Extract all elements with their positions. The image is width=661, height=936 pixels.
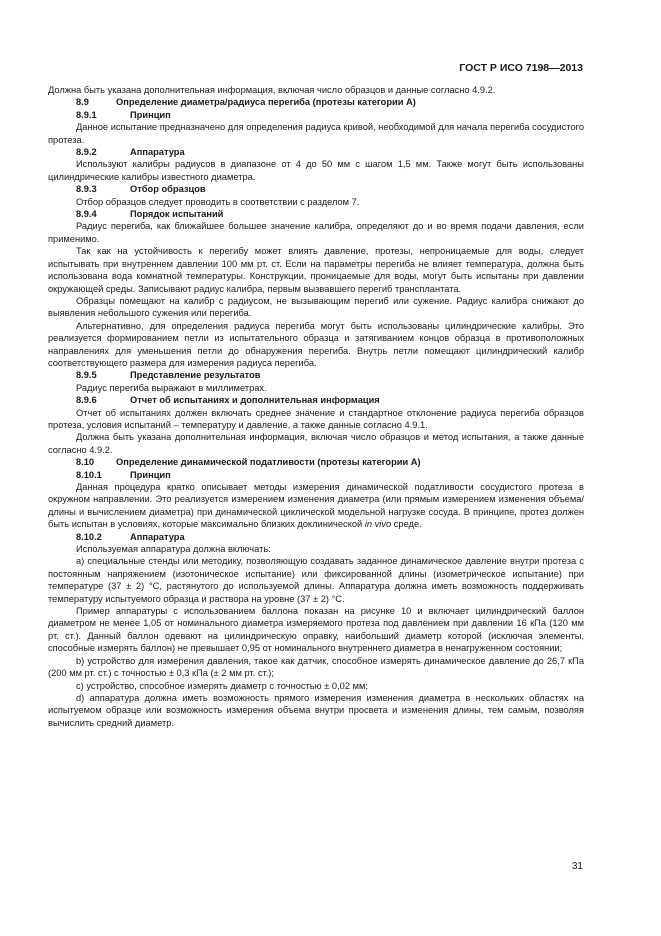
paragraph: Отчет об испытаниях должен включать среднее значение и стандартное отклонение радиуса перегиба образцов протеза, условия испытаний – температуру и давление, а также данные согласно 4.9.1. — [48, 407, 584, 430]
section-heading-8-9-3: 8.9.3 Отбор образцов — [76, 184, 206, 195]
section-heading-8-9-1: 8.9.1 Принцип — [76, 109, 171, 120]
section-heading-8-9-4: 8.9.4 Порядок испытаний — [76, 209, 224, 220]
paragraph: Должна быть указана дополнительная информация, включая число образцов и метод испытания, а также данные согласно 4.9.2. — [48, 432, 584, 455]
paragraph: Так как на устойчивость к перегибу может влиять давление, протезы, непроницаемые для воды, следует испытывать при внутреннем давлении 100 мм рт. ст. Если на параметры перегиба не влияет температура, должна быть использована вода комнатной температуры. Конструкции, проницаемые для воды, могут быть испытаны при давлении окружающей среды. Записывают радиус калибра, первым вызвавшего перегиб трансплантата. — [48, 246, 584, 294]
page-content — [48, 84, 584, 729]
list-item-d: d) аппаратура должна иметь возможность прямого измерения изменения диаметра в нескольких областях на испытуемом образце или возможность измерения объема внутри просвета и изменения длины, тем самым, позволяя вычислить средний диаметр. — [48, 692, 584, 728]
list-item-a: a) специальные стенды или методику, позволяющую создавать заданное динамическое давление внутри протеза с постоянным напряжением (изотоническое испытание) или фиксированной длины (изометрическое испытание) при температуре (37 ± 2) °С, растянутого до используемой длины. Аппаратура должна иметь возможность поддерживать температуру испытуемого образца и раствора на уровне (37 ± 2) °С. — [48, 556, 584, 604]
paragraph: Должна быть указана дополнительная информация, включая число образцов и данные согласно 4.9.2. — [48, 85, 496, 95]
paragraph: Используют калибры радиусов в диапазоне от 4 до 50 мм с шагом 1,5 мм. Также могут быть использованы цилиндрические калибры известного диаметра. — [48, 159, 584, 182]
paragraph: Используемая аппаратура должна включать: — [76, 544, 271, 555]
document-header: ГОСТ Р ИСО 7198—2013 — [459, 62, 583, 74]
section-heading-8-9-5: 8.9.5 Представление результатов — [76, 370, 261, 381]
paragraph: Альтернативно, для определения радиуса перегиба могут быть использованы цилиндрические калибры. Это реализуется формированием петли из испытательного образца и затягиванием концов образца в противоположных направлениях для уменьшения петли до обнаружения перегиба. Внутрь петли помещают цилиндрический калибр соответствующего размера для измерения радиуса перегиба. — [48, 320, 584, 368]
section-heading-8-10-1: 8.10.1 Принцип — [76, 469, 171, 480]
paragraph: Радиус перегиба, как ближайшее большее значение калибра, определяют до и во время подачи давления, если применимо. — [48, 221, 584, 244]
section-heading-8-10-2: 8.10.2 Аппаратура — [76, 531, 185, 542]
list-item-b: b) устройство для измерения давления, такое как датчик, способное измерять динамическое давление до 26,7 кПа (200 мм рт. ст.) с точностью ± 0,3 кПа (± 2 мм рт. ст.); — [48, 655, 584, 679]
paragraph: Пример аппаратуры с использованием баллона показан на рисунке 10 и включает цилиндрический баллон диаметром не менее 1,05 от номинального диаметра измеряемого протеза под давлением при давлении 16 кПа (120 мм рт. ст.). Данный баллон одевают на цилиндрическую оправку, наибольший диаметр которой (исключая элементы, способные измерять баллон) не превышает 0,95 от номинального внутреннего диаметра в ненагруженном состоянии; — [48, 606, 584, 654]
list-item-c: c) устройство, способное измерять диаметр с точностью ± 0,02 мм; — [76, 680, 368, 691]
paragraph: Данная процедура кратко описывает методы измерения динамической податливости сосудистого протеза в окружном направлении. Это реализуется измерением изменения диаметра (или прямым измерением изменения объема/длины и вычислением диаметра) при динамической циклической модельной нагрузке сосуда. В принципе, протез должен быть испытан в условиях, которые максимально близких доклинической in vivo среде. — [48, 482, 584, 530]
paragraph: Отбор образцов следует проводить в соответствии с разделом 7. — [76, 196, 360, 207]
section-heading-8-9-2: 8.9.2 Аппаратура — [76, 147, 185, 158]
section-heading-8-9-6: 8.9.6 Отчет об испытаниях и дополнительная информация — [76, 395, 380, 406]
paragraph: Данное испытание предназначено для определения радиуса кривой, необходимой для начала перегиба сосудистого протеза. — [48, 122, 584, 145]
section-heading-8-9: 8.9 Определение диаметра/радиуса перегиба (протезы категории А) — [76, 97, 416, 108]
page-number: 31 — [571, 861, 583, 872]
paragraph: Радиус перегиба выражают в миллиметрах. — [76, 382, 267, 393]
paragraph: Образцы помещают на калибр с радиусом, не вызывающим перегиб или сужение. Радиус калибра снижают до выявления небольшого сужения или перегиба. — [48, 295, 584, 319]
section-heading-8-10: 8.10 Определение динамической податливости (протезы категории А) — [76, 457, 421, 468]
